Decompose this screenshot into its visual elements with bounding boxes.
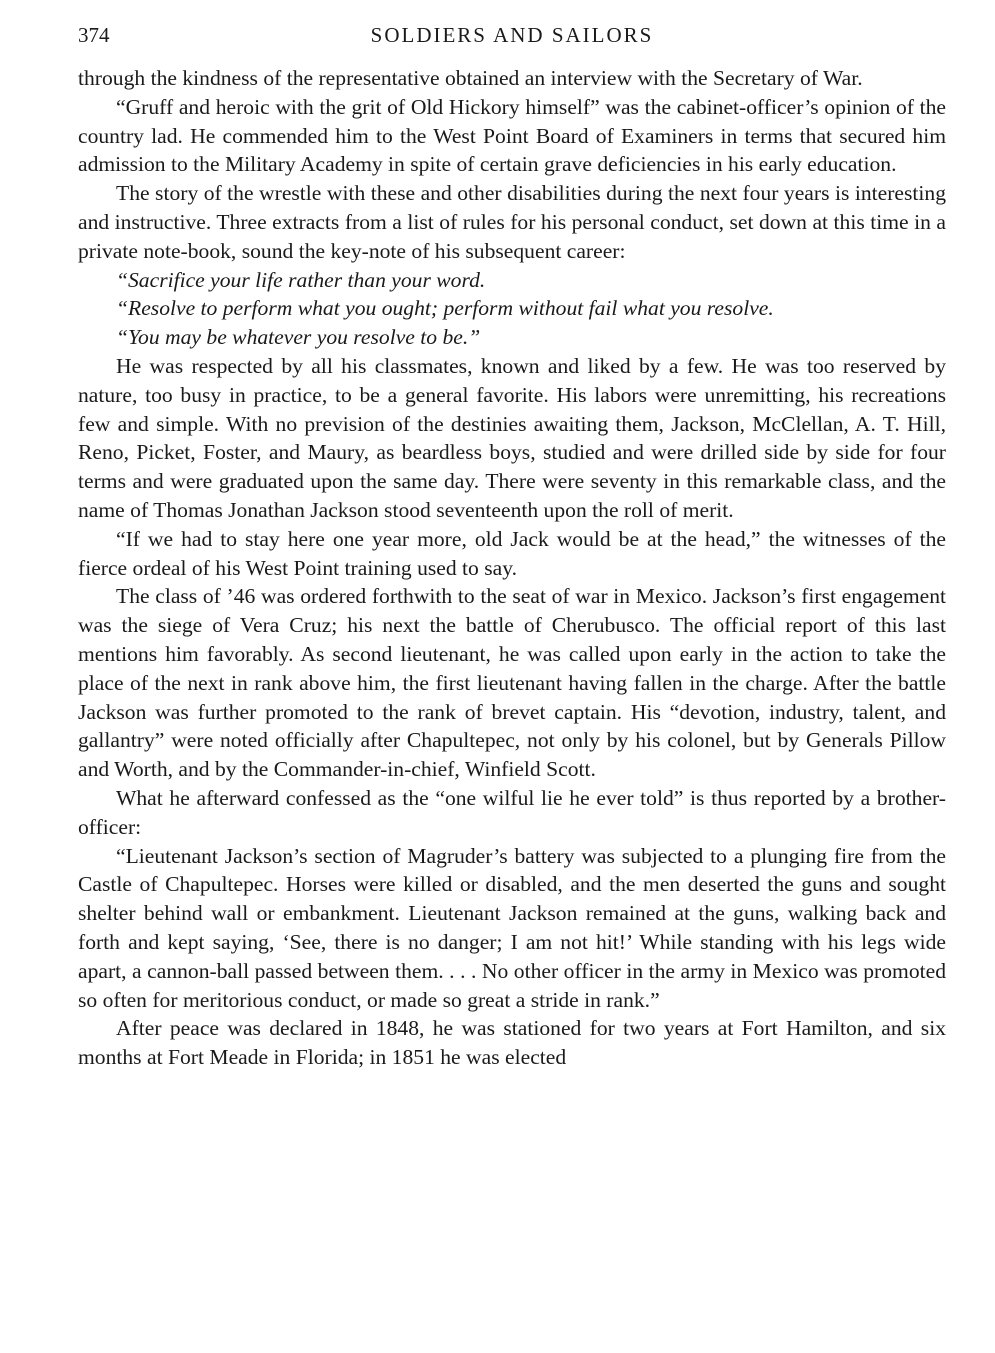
- paragraph: through the kindness of the representative obtained an interview with the Secretary of War.: [78, 66, 863, 90]
- block-quote: “Lieutenant Jackson’s section of Magruder’s battery was subjected to a plunging fire from the Castle of Chapultepec. Horses were killed or disabled, and the men deserted the guns and sought shelter behind wall or embankment. Lieutenant Jackson remained at the guns, walking back and forth and kept saying, ‘See, there is no danger; I am not hit!’ While standing with his legs wide apart, a cannon-ball passed between them. . . . No other officer in the army in Mexico was promoted so often for meritorious conduct, or made so great a stride in rank.”: [78, 843, 946, 1012]
- paragraph: The story of the wrestle with these and other disabilities during the next four years is interesting and instructive. Three extracts from a list of rules for his personal conduct, set down at this time in a private note-book, sound the key-note of his subsequent career:: [78, 181, 946, 263]
- rule-quote: “You may be whatever you resolve to be.”: [116, 325, 481, 350]
- book-page: [78, 18, 946, 1072]
- rule-quote: “Sacrifice your life rather than your word.: [116, 267, 486, 292]
- paragraph: After peace was declared in 1848, he was stationed for two years at Fort Hamilton, and six months at Fort Meade in Florida; in 1851 he was elected: [78, 1016, 946, 1070]
- paragraph: He was respected by all his classmates, known and liked by a few. He was too reserved by nature, too busy in practice, to be a general favorite. His labors were unremitting, his recreations few and simple. With no prevision of the destinies awaiting them, Jackson, McClellan, A. T. Hill, Reno, Picket, Foster, and Maury, as beardless boys, studied and were drilled side by side for four terms and were graduated upon the same day. There were seventy in this remarkable class, and the name of Thomas Jonathan Jackson stood seventeenth upon the roll of merit.: [78, 353, 946, 522]
- body-text: [78, 64, 946, 1072]
- paragraph: The class of ’46 was ordered forthwith to the seat of war in Mexico. Jackson’s first engagement was the siege of Vera Cruz; his next the battle of Cherubusco. The official report of this last mentions him favorably. As second lieutenant, he was called upon early in the action to take the place of the next in rank above him, the first lieutenant having fallen in the charge. After the battle Jackson was further promoted to the rank of brevet captain. His “devotion, industry, talent, and gallantry” were noted officially after Chapultepec, not only by his colonel, but by Generals Pillow and Worth, and by the Commander-in-chief, Winfield Scott.: [78, 584, 946, 782]
- paragraph: “If we had to stay here one year more, old Jack would be at the head,” the witnesses of the fierce ordeal of his West Point training used to say.: [78, 526, 946, 580]
- page-number: 374: [78, 23, 110, 47]
- paragraph: What he afterward confessed as the “one wilful lie he ever told” is thus reported by a brother-officer:: [78, 785, 946, 839]
- paragraph: “Gruff and heroic with the grit of Old Hickory himself” was the cabinet-officer’s opinion of the country lad. He commended him to the West Point Board of Examiners in terms that secured him admission to the Military Academy in spite of certain grave deficiencies in his early education.: [78, 94, 946, 177]
- running-title: SOLDIERS AND SAILORS: [370, 23, 654, 47]
- page-header: [78, 18, 946, 52]
- rule-quote: “Resolve to perform what you ought; perform without fail what you resolve.: [116, 296, 774, 321]
